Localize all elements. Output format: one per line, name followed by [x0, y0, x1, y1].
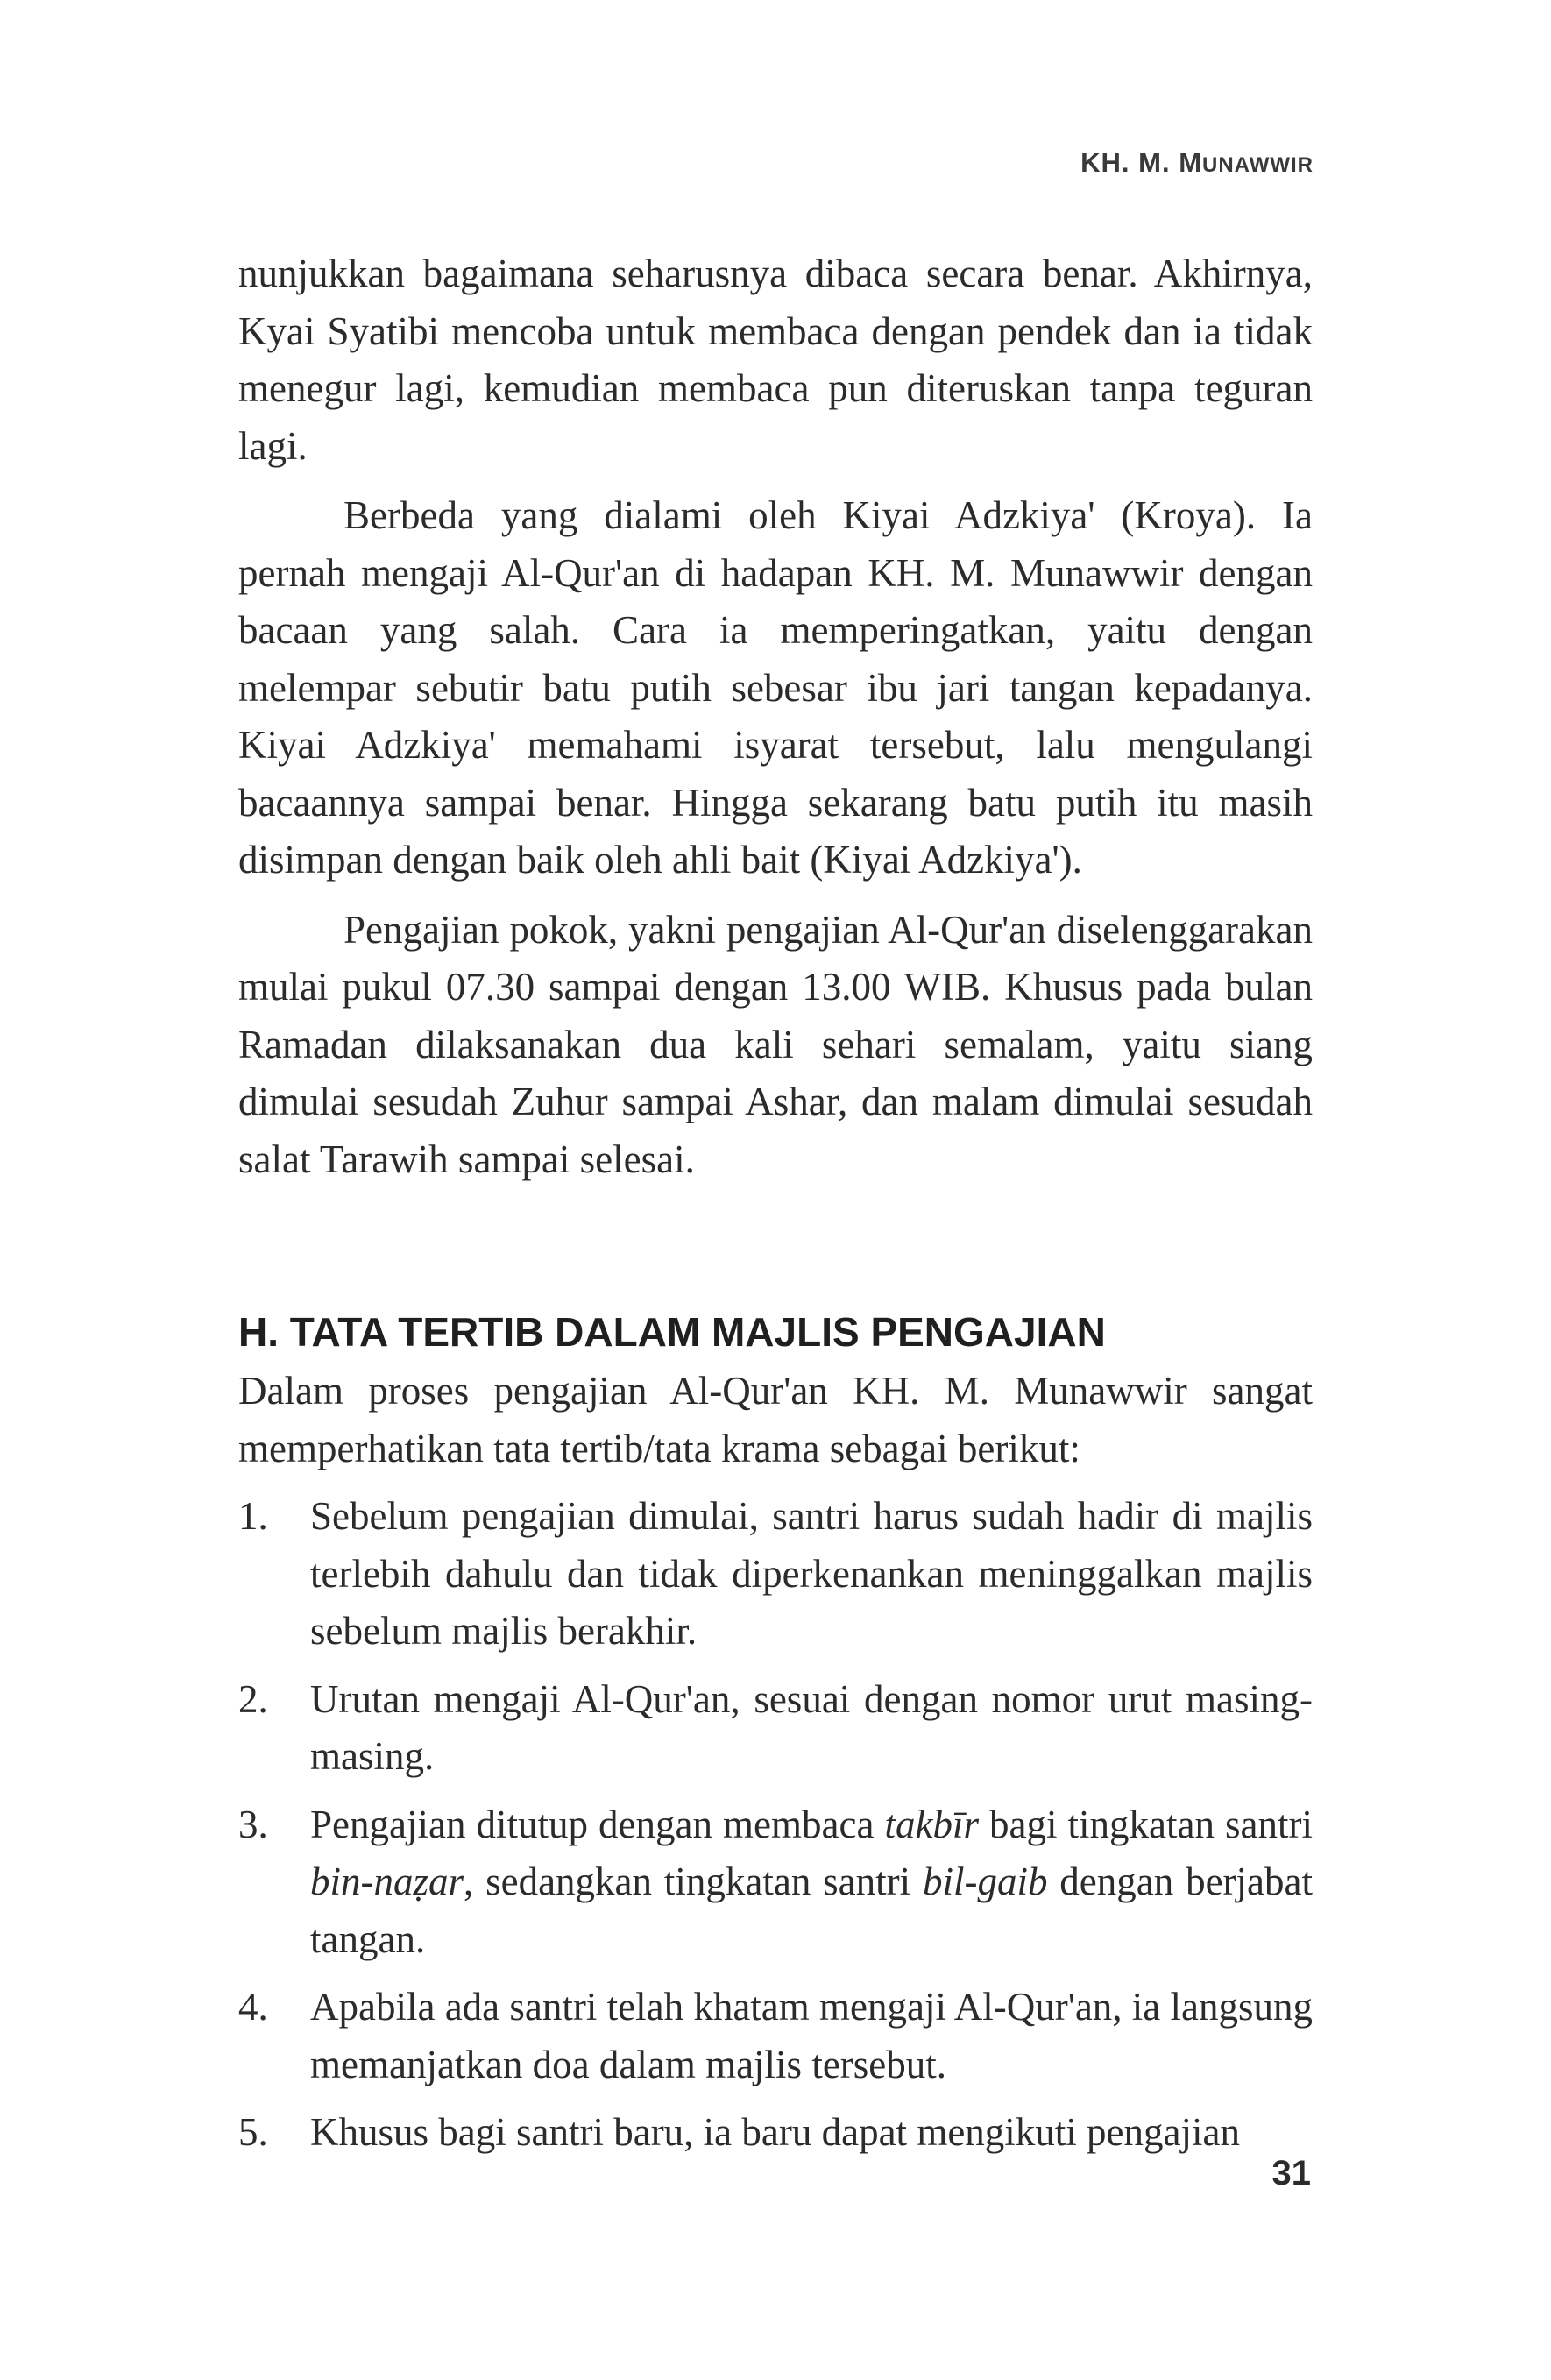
list-item-number: 1. — [238, 1494, 268, 1538]
list-item-text-part: bagi tingkatan santri — [978, 1802, 1313, 1846]
list-item-text: Urutan mengaji Al-Qur'an, sesuai dengan nomor urut masing-masing. — [310, 1676, 1313, 1778]
list-item — [238, 1979, 1313, 2093]
list-item — [238, 2104, 1313, 2162]
list-item-number: 4. — [238, 1985, 268, 2029]
paragraph-2: Berbeda yang dialami oleh Kiyai Adzkiya' (Kroya). Ia pernah mengaji Al-Qur'an di hadapan KH. M. Munawwir dengan bacaan yang salah. Cara ia memperingatkan, yaitu dengan melempar sebutir batu putih sebesar ibu jari tangan kepadanya. Kiyai Adzkiya' memahami isyarat tersebut, lalu mengulangi bacaannya sampai benar. Hingga sekarang batu putih itu masih disimpan dengan baik oleh ahli bait (Kiyai Adzkiya'). — [238, 493, 1313, 882]
section-heading: H. TATA TERTIB DALAM MAJLIS PENGAJIAN — [238, 1309, 1106, 1355]
rules-list — [238, 1488, 1313, 2162]
list-item-text-part: , sedangkan tingkatan santri — [464, 1859, 923, 1903]
section-intro: Dalam proses pengajian Al-Qur'an KH. M. Munawwir sangat memperhatikan tata tertib/tata krama sebagai berikut: — [238, 1369, 1313, 1470]
list-item-number: 5. — [238, 2110, 268, 2154]
list-item-number: 2. — [238, 1676, 268, 1721]
list-item-text: Sebelum pengajian dimulai, santri harus sudah hadir di majlis terlebih dahulu dan tidak diperkenankan meninggalkan majlis sebelum majlis berakhir. — [310, 1494, 1313, 1653]
list-item-text-part: dengan berjabat tangan. — [310, 1859, 1313, 1961]
list-item-text: Apabila ada santri telah khatam mengaji Al-Qur'an, ia langsung memanjatkan doa dalam majlis tersebut. — [310, 1985, 1314, 2086]
paragraph-1: nunjukkan bagaimana seharusnya dibaca secara benar. Akhirnya, Kyai Syatibi mencoba untuk membaca dengan pendek dan ia tidak menegur lagi, kemudian membaca pun diteruskan tanpa teguran lagi. — [238, 251, 1313, 468]
page-number: 31 — [1271, 2154, 1311, 2192]
list-item — [238, 1671, 1313, 1786]
italic-term: bil-gaib — [922, 1859, 1048, 1903]
list-item-text: Khusus bagi santri baru, ia baru dapat mengikuti pengajian — [310, 2110, 1240, 2154]
list-item-number: 3. — [238, 1802, 268, 1846]
list-item — [238, 1488, 1313, 1661]
list-item — [238, 1796, 1313, 1969]
page-body — [238, 245, 1313, 2172]
running-head-prefix: KH. M. M — [1080, 147, 1203, 178]
paragraph-3: Pengajian pokok, yakni pengajian Al-Qur'an diselenggarakan mulai pukul 07.30 sampai dengan 13.00 WIB. Khusus pada bulan Ramadan dilaksanakan dua kali sehari semalam, yaitu siang dimulai sesudah Zuhur sampai Ashar, dan malam dimulai sesudah salat Tarawih sampai selesai. — [238, 907, 1313, 1181]
running-head — [1080, 147, 1314, 179]
italic-term: bin-naẓar — [310, 1859, 464, 1903]
running-head-smallcaps: UNAWWIR — [1202, 153, 1314, 177]
list-item-text-part: Pengajian ditutup dengan membaca — [310, 1802, 885, 1846]
italic-term: takbīr — [884, 1802, 979, 1846]
